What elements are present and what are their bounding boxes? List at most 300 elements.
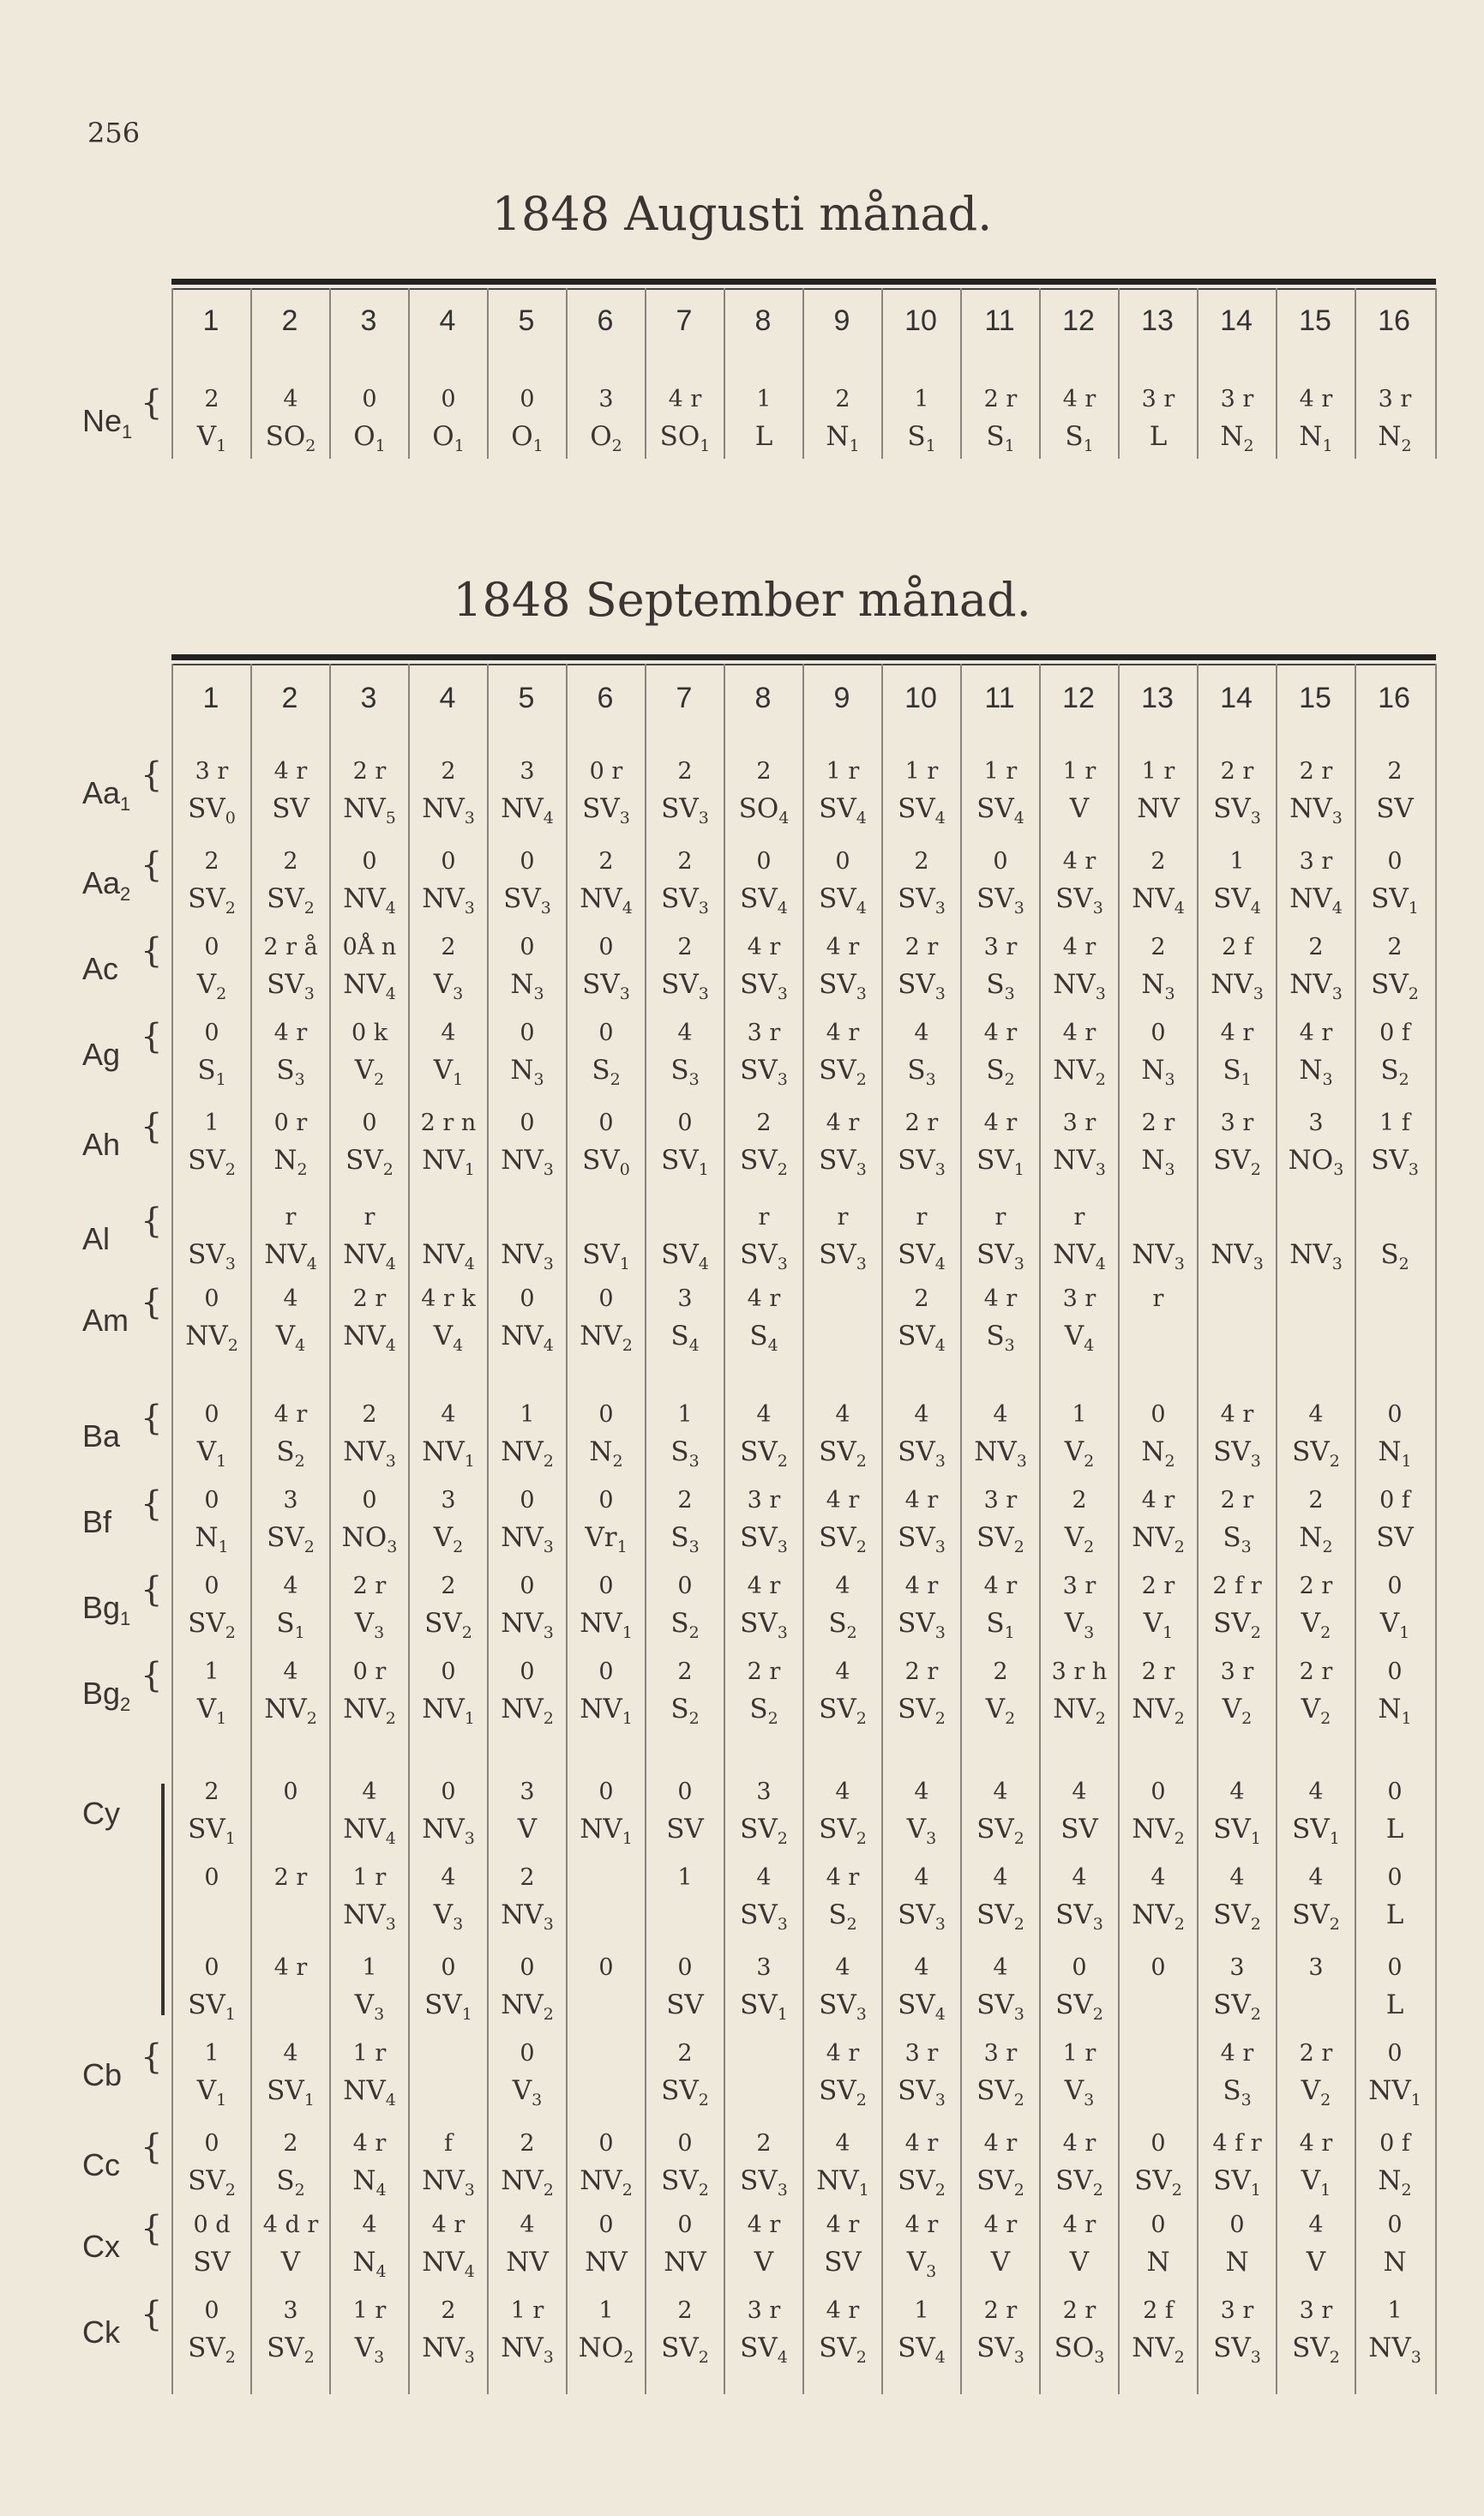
cell-top: 0	[204, 2297, 219, 2324]
august-row-brace: {	[141, 383, 163, 423]
august-day-header: 2	[281, 304, 298, 337]
cell-bottom: $N_2$	[1220, 421, 1254, 456]
cell-bottom: SV	[1060, 1814, 1098, 1845]
september-day-header: 11	[984, 682, 1015, 714]
september-cell	[567, 1866, 646, 1902]
september-cell	[251, 2299, 330, 2366]
cell-bottom: $SV_4$	[976, 793, 1024, 828]
cell-top: r	[916, 1204, 928, 1231]
cell-top: 4 r	[826, 1020, 860, 1046]
cell-top: 0	[520, 1573, 535, 1599]
cell-top: 4	[1229, 1864, 1245, 1891]
september-cell	[1040, 1206, 1119, 1273]
august-cell	[1277, 388, 1355, 454]
cell-top: 4	[914, 1401, 929, 1428]
september-row-brace: {	[141, 1107, 163, 1147]
cell-top: 0	[598, 1779, 614, 1805]
cell-top: 2	[598, 848, 614, 875]
cell-bottom: SV	[666, 1989, 704, 2020]
cell-top: 4	[756, 1401, 772, 1428]
cell-bottom: $SV_1$	[661, 1145, 709, 1180]
cell-top: 4	[914, 1020, 929, 1046]
cell-top: 4 r	[826, 2297, 860, 2324]
september-day-header: 8	[754, 682, 772, 714]
cell-bottom: $SV_4$	[661, 1239, 709, 1274]
cell-top: 3 r h	[1051, 1658, 1108, 1685]
september-cell	[961, 1660, 1040, 1727]
september-cell	[1277, 760, 1355, 827]
cell-top: 2	[677, 758, 693, 785]
cell-top: 0	[520, 1954, 535, 1981]
cell-bottom: $V_3$	[354, 2332, 385, 2368]
cell-top: 4	[1308, 1864, 1324, 1891]
cell-bottom: $V_1$	[1379, 1608, 1410, 1643]
cell-bottom: $SV_2$	[1292, 1899, 1340, 1935]
cell-bottom: $NV_2$	[1132, 1694, 1185, 1729]
september-cell	[803, 1780, 882, 1847]
cell-top: 0 d	[193, 2212, 231, 2238]
cell-top: 4 r	[983, 2130, 1018, 2157]
cell-bottom: V	[280, 2247, 301, 2278]
september-cell	[803, 2132, 882, 2199]
cell-top: 1	[204, 2040, 219, 2067]
september-cell	[1277, 1111, 1355, 1178]
cell-top: 0	[1151, 1401, 1166, 1428]
cell-bottom: $NV_2$	[501, 2165, 554, 2200]
cell-bottom: $SV_4$	[819, 793, 867, 828]
september-cell	[172, 760, 251, 827]
september-cell	[882, 1206, 961, 1273]
cell-bottom: $V_2$	[196, 969, 227, 1004]
september-cell	[803, 1021, 882, 1088]
cell-top: 3 r	[195, 758, 229, 785]
september-cell	[409, 1866, 488, 1933]
cell-bottom: $NV_4$	[343, 883, 396, 918]
cell-bottom: $NV_1$	[580, 1694, 633, 1729]
cell-top: 2	[204, 386, 219, 412]
cell-top: 4 r	[1299, 1020, 1333, 1046]
cell-bottom: $SV_2$	[1055, 2165, 1103, 2200]
cell-bottom: $S_4$	[670, 1321, 700, 1356]
september-cell	[330, 1489, 409, 1556]
cell-top: 1 f	[1379, 1110, 1410, 1136]
september-cell	[1277, 1287, 1355, 1323]
september-cell	[567, 760, 646, 827]
cell-top: 4	[835, 1573, 850, 1599]
september-cell	[330, 1403, 409, 1470]
cell-bottom: $SV_2$	[188, 1608, 236, 1643]
cell-top	[724, 2042, 803, 2071]
cell-bottom: $NV_3$	[1053, 1145, 1106, 1180]
cell-top: 0	[441, 1954, 456, 1981]
september-cell	[488, 1956, 567, 2023]
cell-top	[172, 1206, 251, 1235]
cell-top: 4	[441, 1401, 456, 1428]
cell-bottom: $SV_2$	[188, 1145, 236, 1180]
cell-top: 4	[993, 1864, 1008, 1891]
cell-top: 4 r	[273, 1401, 308, 1428]
cell-bottom: $NV_4$	[343, 1814, 396, 1849]
september-cell	[961, 1403, 1040, 1470]
september-cell	[251, 2213, 330, 2276]
cell-bottom: $S_1$	[986, 1608, 1015, 1643]
cell-bottom: NV	[506, 2247, 549, 2278]
cell-top: 4	[914, 1779, 929, 1805]
cell-bottom: $SV_3$	[898, 883, 946, 918]
september-cell	[330, 1866, 409, 1933]
cell-top: 4 r	[1062, 848, 1096, 875]
september-cell	[251, 1956, 330, 1992]
september-cell	[961, 2132, 1040, 2199]
september-row-label: $Bg_2$	[82, 1676, 131, 1716]
cell-bottom: $NV_4$	[580, 883, 633, 918]
cell-top: 4	[756, 1864, 772, 1891]
september-cell	[1198, 2299, 1277, 2366]
cell-bottom: $SV_2$	[661, 2165, 709, 2200]
cell-top: 0 f	[1379, 1487, 1410, 1514]
cell-bottom: $V_2$	[1222, 1694, 1253, 1729]
september-cell	[1198, 1287, 1277, 1323]
cell-bottom: $NV_4$	[343, 2075, 396, 2110]
cell-bottom: $SV_2$	[345, 1145, 394, 1180]
september-cell	[409, 1780, 488, 1847]
september-cell	[724, 2132, 803, 2199]
cell-bottom: $V_2$	[985, 1694, 1016, 1729]
september-cell	[961, 760, 1040, 827]
cell-bottom: $NV_3$	[343, 1899, 396, 1935]
cell-top: 3 r	[747, 1487, 781, 1514]
september-cell	[172, 1403, 251, 1470]
september-cell	[1040, 1403, 1119, 1470]
cell-top: 0	[204, 1864, 219, 1891]
cell-bottom: V	[1069, 2247, 1090, 2278]
cell-top: 1	[914, 386, 929, 412]
cell-bottom: $SV_2$	[1213, 1899, 1261, 1935]
cell-bottom: $SV_2$	[267, 1522, 315, 1557]
september-cell	[172, 936, 251, 1002]
page-number: 256	[87, 117, 141, 149]
cell-bottom: $SV_2$	[424, 1608, 472, 1643]
cell-top: 0	[1387, 1954, 1403, 1981]
cell-top: 2 r	[983, 386, 1018, 412]
september-cell	[1198, 1574, 1277, 1641]
september-row-label: $Aa_2$	[82, 865, 131, 906]
september-day-header: 4	[439, 682, 456, 714]
cell-bottom: $NV_3$	[343, 1436, 396, 1472]
cell-top: 2	[1072, 1487, 1087, 1514]
cell-top: 2	[1151, 848, 1166, 875]
cell-top: 3	[283, 2297, 298, 2324]
cell-bottom: $SV_2$	[1213, 1989, 1261, 2025]
cell-bottom: $SV_3$	[740, 1899, 788, 1935]
cell-bottom: $S_1$	[907, 421, 936, 456]
september-cell	[330, 2132, 409, 2199]
cell-bottom: $SV_3$	[1055, 1899, 1103, 1935]
cell-top: 0	[1387, 1779, 1403, 1805]
cell-bottom: $SV_3$	[976, 883, 1024, 918]
cell-top: 4 r	[1141, 1487, 1175, 1514]
september-cell	[567, 1111, 646, 1178]
cell-bottom: $SV_3$	[1213, 793, 1261, 828]
september-cell	[1119, 1489, 1198, 1556]
september-cell	[1040, 2299, 1119, 2366]
cell-bottom: $NV_2$	[501, 1694, 554, 1729]
september-cell	[488, 936, 567, 1002]
cell-top: 3	[1229, 1954, 1245, 1981]
august-day-header: 6	[597, 304, 614, 337]
cell-top: 2	[677, 2297, 693, 2324]
cell-top: 3 r	[1378, 386, 1412, 412]
cell-top: 2 r	[747, 1658, 781, 1685]
september-cell	[961, 1111, 1040, 1178]
august-day-header: 3	[360, 304, 377, 337]
september-cell	[330, 1287, 409, 1354]
cell-top: 4 r	[747, 2212, 781, 2238]
cell-bottom: $SV_1$	[582, 1239, 630, 1274]
cell-bottom: $SV_3$	[1055, 883, 1103, 918]
cell-top: 3	[441, 1487, 456, 1514]
cell-bottom: $SV_2$	[188, 2165, 236, 2200]
cell-top: 3	[1308, 1110, 1324, 1136]
september-cell	[251, 760, 330, 822]
september-cell	[172, 2132, 251, 2199]
cell-top: 2	[835, 386, 850, 412]
september-cell	[488, 1111, 567, 1178]
cell-bottom: $NV_2$	[343, 1694, 396, 1729]
cell-top: 0	[1387, 2212, 1403, 2238]
cell-top: 0	[1151, 2130, 1166, 2157]
cell-top: 3 r	[1220, 2297, 1254, 2324]
cell-bottom: L	[754, 421, 773, 452]
september-cell	[961, 1489, 1040, 1556]
september-cell	[1277, 2132, 1355, 2199]
cell-bottom: $SV_2$	[819, 1522, 867, 1557]
august-cell	[724, 388, 803, 450]
september-cell	[251, 2042, 330, 2109]
cell-bottom: $SV_1$	[188, 1989, 236, 2025]
cell-bottom: $NV_5$	[343, 793, 396, 828]
cell-bottom: $SV_2$	[1292, 2332, 1340, 2368]
september-row-brace: {	[141, 1484, 163, 1524]
september-day-header: 13	[1141, 682, 1174, 714]
cell-bottom: $SV_3$	[1371, 1145, 1419, 1180]
september-cell	[882, 1866, 961, 1933]
cell-bottom: $SV_2$	[740, 1814, 788, 1849]
cell-top: 3 r	[1062, 1110, 1096, 1136]
september-cell	[1040, 936, 1119, 1002]
cell-bottom: $V_2$	[1064, 1522, 1095, 1557]
september-cell	[1198, 2132, 1277, 2199]
cell-bottom: $NV_1$	[816, 2165, 869, 2200]
cell-top: 1 r	[352, 2297, 387, 2324]
cell-bottom: $N_2$	[1378, 2165, 1412, 2200]
cell-bottom: $V_3$	[906, 2247, 937, 2282]
cell-bottom: $SV_2$	[1134, 2165, 1182, 2200]
cell-bottom: $SV_3$	[740, 1055, 788, 1090]
cell-bottom: $V_2$	[1301, 1694, 1331, 1729]
cell-top	[409, 2042, 488, 2071]
september-row-label: Ah	[82, 1127, 121, 1162]
cell-bottom: $SV_1$	[1371, 883, 1419, 918]
cell-bottom: $SO_4$	[738, 793, 790, 828]
cell-bottom: $S_2$	[276, 1436, 305, 1472]
cell-top: 4 r	[904, 2212, 939, 2238]
cell-top: 4	[283, 1573, 298, 1599]
september-cell	[724, 936, 803, 1002]
cell-top: 2 r	[352, 1573, 387, 1599]
september-cell	[409, 1660, 488, 1727]
cell-top: 0	[1387, 848, 1403, 875]
cell-bottom: $SV_0$	[188, 793, 236, 828]
cell-bottom: $NV_2$	[501, 1436, 554, 1472]
cell-bottom: $V_3$	[354, 1989, 385, 2025]
september-cell	[488, 1489, 567, 1556]
cell-bottom: $N_1$	[1378, 1694, 1412, 1729]
september-cell	[567, 1574, 646, 1641]
cell-bottom: $NV_3$	[1289, 969, 1343, 1004]
september-cell	[330, 1574, 409, 1641]
cell-bottom: $SV_2$	[661, 2075, 709, 2110]
cell-bottom: $NV_3$	[422, 883, 475, 918]
cell-top: 4 r	[1062, 1020, 1096, 1046]
september-cell	[882, 760, 961, 827]
cell-bottom: N	[1383, 2247, 1407, 2278]
cell-top: 3 r	[983, 934, 1018, 960]
cell-bottom: $SV_2$	[267, 883, 315, 918]
cell-top: 3 r	[1062, 1573, 1096, 1599]
cell-bottom: $S_2$	[1380, 1055, 1409, 1090]
september-cell	[172, 1111, 251, 1178]
september-cell	[1040, 1660, 1119, 1727]
cell-top	[567, 1866, 646, 1895]
september-cell	[1355, 1956, 1434, 2019]
cell-top: 4 r	[1220, 2040, 1254, 2067]
cell-top: 2 r	[1141, 1573, 1175, 1599]
cell-bottom: $S_3$	[907, 1055, 936, 1090]
september-cell	[567, 1206, 646, 1273]
cell-bottom: $NV_3$	[1289, 793, 1343, 828]
cell-top: 4 r	[747, 1285, 781, 1312]
cell-top: 0	[598, 934, 614, 960]
september-cell	[251, 1021, 330, 1088]
september-cell	[1040, 2132, 1119, 2199]
cell-top: r	[1152, 1285, 1164, 1312]
cell-top: 4 r	[826, 1487, 860, 1514]
cell-bottom: $SV_2$	[819, 1055, 867, 1090]
september-cell	[488, 1574, 567, 1641]
cell-bottom: $S_4$	[749, 1321, 778, 1356]
cell-bottom: L	[1385, 1814, 1404, 1845]
cell-bottom: $NV_2$	[1053, 1055, 1106, 1090]
cell-bottom: $NV_3$	[422, 1814, 475, 1849]
cell-bottom: $SV_2$	[1292, 1436, 1340, 1472]
august-day-header: 9	[833, 304, 850, 337]
cell-bottom: $SV_2$	[1055, 1989, 1103, 2025]
cell-bottom: $SV_3$	[819, 1239, 867, 1274]
september-cell	[1198, 1660, 1277, 1727]
cell-bottom: $NV_2$	[1132, 1814, 1185, 1849]
cell-top: 2	[441, 934, 456, 960]
september-row-brace: {	[141, 2295, 163, 2334]
september-cell	[1277, 936, 1355, 1002]
cell-top: 3 r	[747, 1020, 781, 1046]
cell-top: 4 r	[826, 1110, 860, 1136]
cell-top: 4	[835, 2130, 850, 2157]
september-cell	[882, 1021, 961, 1088]
september-cell	[1119, 1206, 1198, 1273]
cell-top: 3 r	[1299, 2297, 1333, 2324]
september-cell	[1277, 2299, 1355, 2366]
september-cell	[1119, 1403, 1198, 1470]
cell-top: 2	[283, 2130, 298, 2157]
september-cell	[1040, 1489, 1119, 1556]
cell-top: 4 r	[904, 1487, 939, 1514]
september-cell	[724, 1021, 803, 1088]
september-cell	[646, 1111, 724, 1178]
september-cell	[961, 1574, 1040, 1641]
cell-top: 4 r	[668, 386, 702, 412]
cell-bottom: $V_1$	[196, 421, 227, 456]
cell-top: 0 k	[351, 1020, 388, 1046]
september-cell	[172, 1660, 251, 1727]
september-cell	[1119, 2213, 1198, 2276]
september-cell	[1355, 850, 1434, 917]
cell-bottom: $SV_1$	[1213, 1814, 1261, 1849]
cell-bottom: $S_2$	[670, 1694, 700, 1729]
cell-top: 0	[204, 1954, 219, 1981]
cell-bottom: $NV_2$	[264, 1694, 317, 1729]
cell-top: 2	[914, 848, 929, 875]
cell-top: 1	[1387, 2297, 1403, 2324]
cell-top: 0	[204, 1573, 219, 1599]
september-cell	[1119, 1021, 1198, 1088]
september-cell	[1355, 1021, 1434, 1088]
september-cell	[1040, 1574, 1119, 1641]
september-cell	[409, 2299, 488, 2366]
cell-bottom: NV	[585, 2247, 628, 2278]
cell-bottom: $O_1$	[432, 421, 465, 456]
september-cell	[172, 1489, 251, 1556]
september-cell	[567, 1021, 646, 1088]
september-cell	[1277, 1780, 1355, 1847]
september-cell	[724, 850, 803, 917]
september-column-line	[1435, 664, 1437, 2394]
cell-top: 1	[756, 386, 772, 412]
cell-top: 4 r	[747, 934, 781, 960]
september-cell	[1355, 1660, 1434, 1727]
september-day-header: 3	[360, 682, 377, 714]
september-cell	[251, 1866, 330, 1902]
cell-bottom: SV	[666, 1814, 704, 1845]
september-cell	[961, 2299, 1040, 2366]
cell-top: 4 r	[1220, 1020, 1254, 1046]
september-cell	[330, 2042, 409, 2109]
cell-bottom: $V_1$	[1143, 1608, 1174, 1643]
cell-top: 4	[835, 1779, 850, 1805]
cell-top: 2	[677, 848, 693, 875]
cell-top: 4 r	[826, 2212, 860, 2238]
august-row-label: $Ne_1$	[82, 403, 133, 443]
cell-bottom: $SV_4$	[740, 2332, 788, 2368]
cell-top: 4 r	[747, 1573, 781, 1599]
september-cell	[409, 1111, 488, 1178]
cell-top: 2 r	[352, 758, 387, 785]
cell-bottom: $NV_4$	[343, 1321, 396, 1356]
september-cell	[251, 1660, 330, 1727]
september-cell	[488, 1403, 567, 1470]
september-cell	[409, 760, 488, 827]
august-cell	[567, 388, 646, 454]
